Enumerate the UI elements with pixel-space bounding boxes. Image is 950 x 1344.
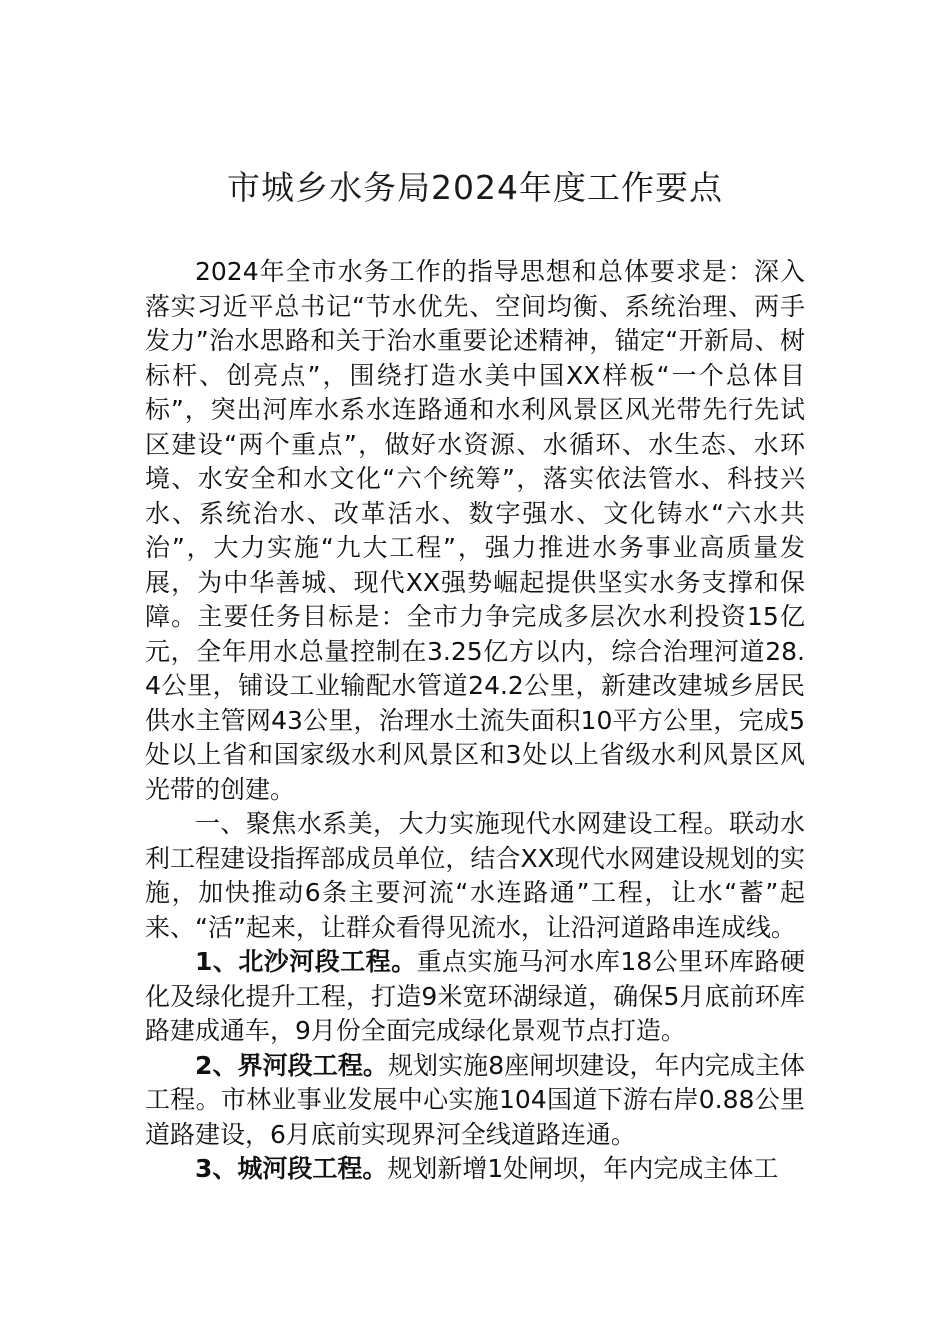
item-jiehe-paragraph xyxy=(145,1049,805,1153)
paragraph-text: 重点实施马河水库18公里环库路硬化及绿化提升工程，打造9米宽环湖绿道，确保5月底前环库路建成通车，9月份全面完成绿化景观节点打造。 xyxy=(145,947,805,1045)
section-one-paragraph xyxy=(145,807,805,945)
paragraph-text: 一、聚焦水系美，大力实施现代水网建设工程。联动水利工程建设指挥部成员单位，结合XX现代水网建设规划的实施，加快推动6条主要河流“水连路通”工程，让水“蓄”起来、“活”起来，让群众看得见流水，让沿河道路串连成线。 xyxy=(145,809,805,942)
document-body xyxy=(145,255,805,1187)
document-title: 市城乡水务局2024年度工作要点 xyxy=(227,168,723,207)
item-heading: 1、北沙河段工程。 xyxy=(195,947,417,976)
item-heading: 3、城河段工程。 xyxy=(195,1154,388,1183)
paragraph-text: 2024年全市水务工作的指导思想和总体要求是：深入落实习近平总书记“节水优先、空间均衡、系统治理、两手发力”治水思路和关于治水重要论述精神，锚定“开新局、树标杆、创亮点”，围绕打造水美中国XX样板“一个总体目标”，突出河库水系水连路通和水利风景区风光带先行先试区建设“两个重点”，做好水资源、水循环、水生态、水环境、水安全和水文化“六个统筹”，落实依法管水、科技兴水、系统治水、改革活水、数字强水、文化铸水“六水共治”，大力实施“九大工程”，强力推进水务事业高质量发展，为中华善城、现代XX强势崛起提供坚实水务支撑和保障。主要任务目标是：全市力争完成多层次水利投资15亿元，全年用水总量控制在3.25亿方以内，综合治理河道28.4公里，铺设工业输配水管道24.2公里，新建改建城乡居民供水主管网43公里，治理水土流失面积10平方公里，完成5处以上省和国家级水利风景区和3处以上省级水利风景区风光带的创建。 xyxy=(145,257,805,804)
intro-paragraph xyxy=(145,255,805,807)
item-chenghe-paragraph xyxy=(145,1152,805,1187)
item-heading: 2、界河段工程。 xyxy=(195,1050,388,1080)
paragraph-text: 规划实施8座闸坝建设，年内完成主体工程。市林业事业发展中心实施104国道下游右岸0.88公里道路建设，6月底前实现界河全线道路连通。 xyxy=(145,1050,805,1149)
paragraph-text: 规划新增1处闸坝，年内完成主体工 xyxy=(387,1154,779,1183)
item-beisha-paragraph xyxy=(145,945,805,1049)
